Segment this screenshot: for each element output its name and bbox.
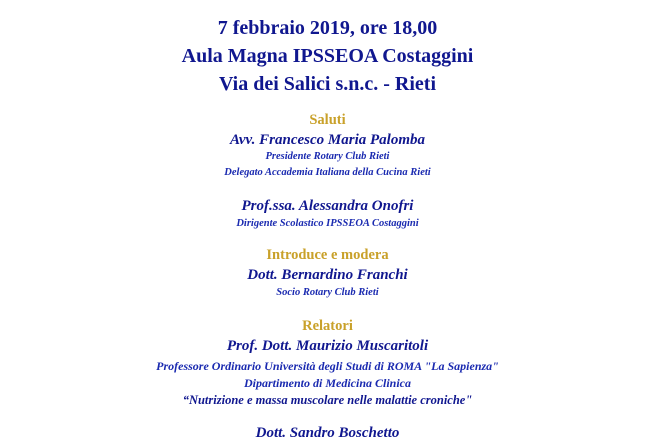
saluti-speaker-1-name: Avv. Francesco Maria Palomba	[230, 132, 425, 148]
event-address: Via dei Salici s.n.c. - Rieti	[218, 73, 437, 95]
relatori-speaker-2-name: Dott. Sandro Boschetto	[255, 425, 400, 441]
saluti-heading: Saluti	[309, 112, 346, 128]
event-date-time: 7 febbraio 2019, ore 18,00	[217, 17, 438, 39]
relatori-heading: Relatori	[302, 318, 353, 334]
saluti-speaker-1-role-1: Presidente Rotary Club Rieti	[265, 151, 390, 162]
relatori-speaker-1-department: Dipartimento di Medicina Clinica	[243, 376, 411, 390]
saluti-speaker-1-role-2: Delegato Accademia Italiana della Cucina Rieti	[224, 167, 431, 178]
relatori-speaker-1-affiliation: Professore Ordinario Università degli Studi di ROMA "La Sapienza"	[156, 359, 499, 373]
relatori-speaker-1-name: Prof. Dott. Maurizio Muscaritoli	[226, 338, 429, 354]
moderatore-role: Socio Rotary Club Rieti	[276, 287, 379, 298]
moderatore-name: Dott. Bernardino Franchi	[247, 267, 408, 283]
saluti-speaker-2-name: Prof.ssa. Alessandra Onofri	[241, 198, 414, 214]
moderatore-heading: Introduce e modera	[266, 247, 389, 263]
relatori-speaker-1-talk-title: “Nutrizione e massa muscolare nelle malattie croniche"	[182, 393, 473, 407]
event-venue: Aula Magna IPSSEOA Costaggini	[181, 45, 474, 67]
saluti-speaker-2-role: Dirigente Scolastico IPSSEOA Costaggini	[236, 218, 419, 229]
